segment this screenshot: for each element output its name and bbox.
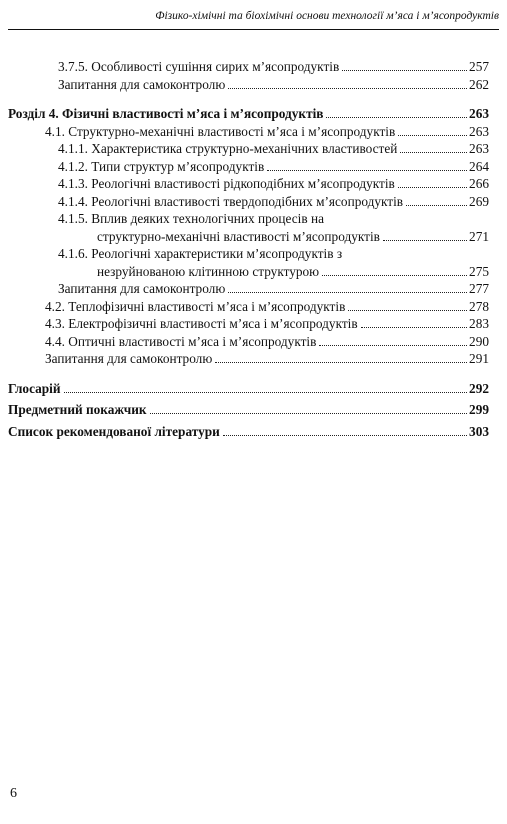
leader-dots [228,292,467,293]
toc-entry-4-1-2 [58,158,489,176]
toc-entry-title: 4.3. Електрофізичні властивості м’яса і м’ясопродуктів [45,316,358,331]
toc-entry-title: 4.1.2. Типи структур м’ясопродуктів [58,158,265,174]
toc-entry-questions-4 [45,350,489,368]
toc-entry-4-3 [45,315,489,333]
toc-entry-4-1-5 [58,210,489,245]
toc-entry-4-1-3 [58,175,489,193]
toc-entry-page: 291 [469,351,489,366]
toc-entry-page: 263 [469,123,489,139]
toc-entry-title-continued: незруйнованою клітинною структурою [97,263,320,279]
leader-dots [228,88,467,89]
toc-entry-4-1-6 [58,245,489,280]
leader-dots [319,345,467,346]
toc-entry-page: 292 [469,380,489,396]
toc-entry-page: 275 [469,263,489,279]
leader-dots [348,310,467,311]
toc-entry-page: 278 [469,298,489,314]
toc-entry-page: 262 [469,76,489,92]
toc-entry-questions-4-1 [58,280,489,298]
table-of-contents [0,58,507,440]
toc-entry-page: 269 [469,193,489,209]
leader-dots [326,117,467,118]
header-rule [8,29,499,30]
leader-dots [361,327,467,328]
toc-references [8,423,489,441]
toc-entry-page: 283 [469,316,489,331]
toc-entry-4-2 [45,298,489,316]
toc-entry-page: 299 [469,402,489,417]
leader-dots [223,435,467,436]
toc-chapter-4 [8,105,489,123]
toc-entry-title: Предметний покажчик [8,402,147,417]
leader-dots [267,170,467,171]
toc-entry-4-1-4 [58,193,489,211]
toc-entry-title: Список рекомендованої літератури [8,423,220,439]
toc-entry-title: 3.7.5. Особливості сушіння сирих м’ясопродуктів [58,59,340,74]
toc-entry-title: Запитання для самоконтролю [58,281,226,296]
toc-entry-title-continued: структурно-механічні властивості м’ясопродуктів [97,228,380,244]
running-header: Фізико-хімічні та біохімічні основи технології м’яса і м’ясопродуктів [155,10,499,22]
toc-entry-title: 4.1.5. Вплив деяких технологічних процесів на [58,211,324,226]
toc-entry-questions-3 [58,76,489,94]
toc-entry-title: 4.1.3. Реологічні властивості рідкоподібних м’ясопродуктів [58,176,395,191]
leader-dots [398,187,467,188]
leader-dots [150,413,468,414]
toc-entry-title: Розділ 4. Фізичні властивості м’яса і м’ясопродуктів [8,106,324,121]
toc-entry-title: Глосарій [8,380,61,396]
toc-entry-title: 4.2. Теплофізичні властивості м’яса і м’ясопродуктів [45,298,346,314]
leader-dots [215,362,467,363]
toc-entry-3-7-5 [58,58,489,76]
toc-entry-title: 4.4. Оптичні властивості м’яса і м’ясопродуктів [45,333,317,349]
leader-dots [64,392,468,393]
toc-entry-4-4 [45,333,489,351]
toc-glossary [8,380,489,398]
leader-dots [383,240,467,241]
toc-subject-index [8,401,489,419]
toc-entry-page: 264 [469,158,489,174]
toc-entry-page: 263 [469,141,489,156]
leader-dots [322,275,467,276]
toc-entry-title: Запитання для самоконтролю [58,76,226,92]
toc-entry-4-1 [45,123,489,141]
toc-entry-4-1-1 [58,140,489,158]
toc-entry-page: 277 [469,281,489,296]
leader-dots [342,70,467,71]
toc-entry-title: Запитання для самоконтролю [45,351,213,366]
toc-entry-title: 4.1. Структурно-механічні властивості м’яса і м’ясопродуктів [45,123,396,139]
page-number: 6 [10,786,17,801]
leader-dots [398,135,467,136]
toc-entry-page: 290 [469,333,489,349]
leader-dots [400,152,467,153]
toc-entry-page: 271 [469,228,489,244]
toc-entry-page: 303 [469,423,489,439]
toc-entry-page: 263 [469,106,489,121]
toc-entry-page: 266 [469,176,489,191]
toc-entry-title: 4.1.6. Реологічні характеристики м’ясопродуктів з [58,246,343,261]
toc-entry-title: 4.1.4. Реологічні властивості твердоподібних м’ясопродуктів [58,193,404,209]
toc-entry-page: 257 [469,59,489,74]
toc-entry-title: 4.1.1. Характеристика структурно-механічних властивостей [58,141,398,156]
leader-dots [406,205,467,206]
